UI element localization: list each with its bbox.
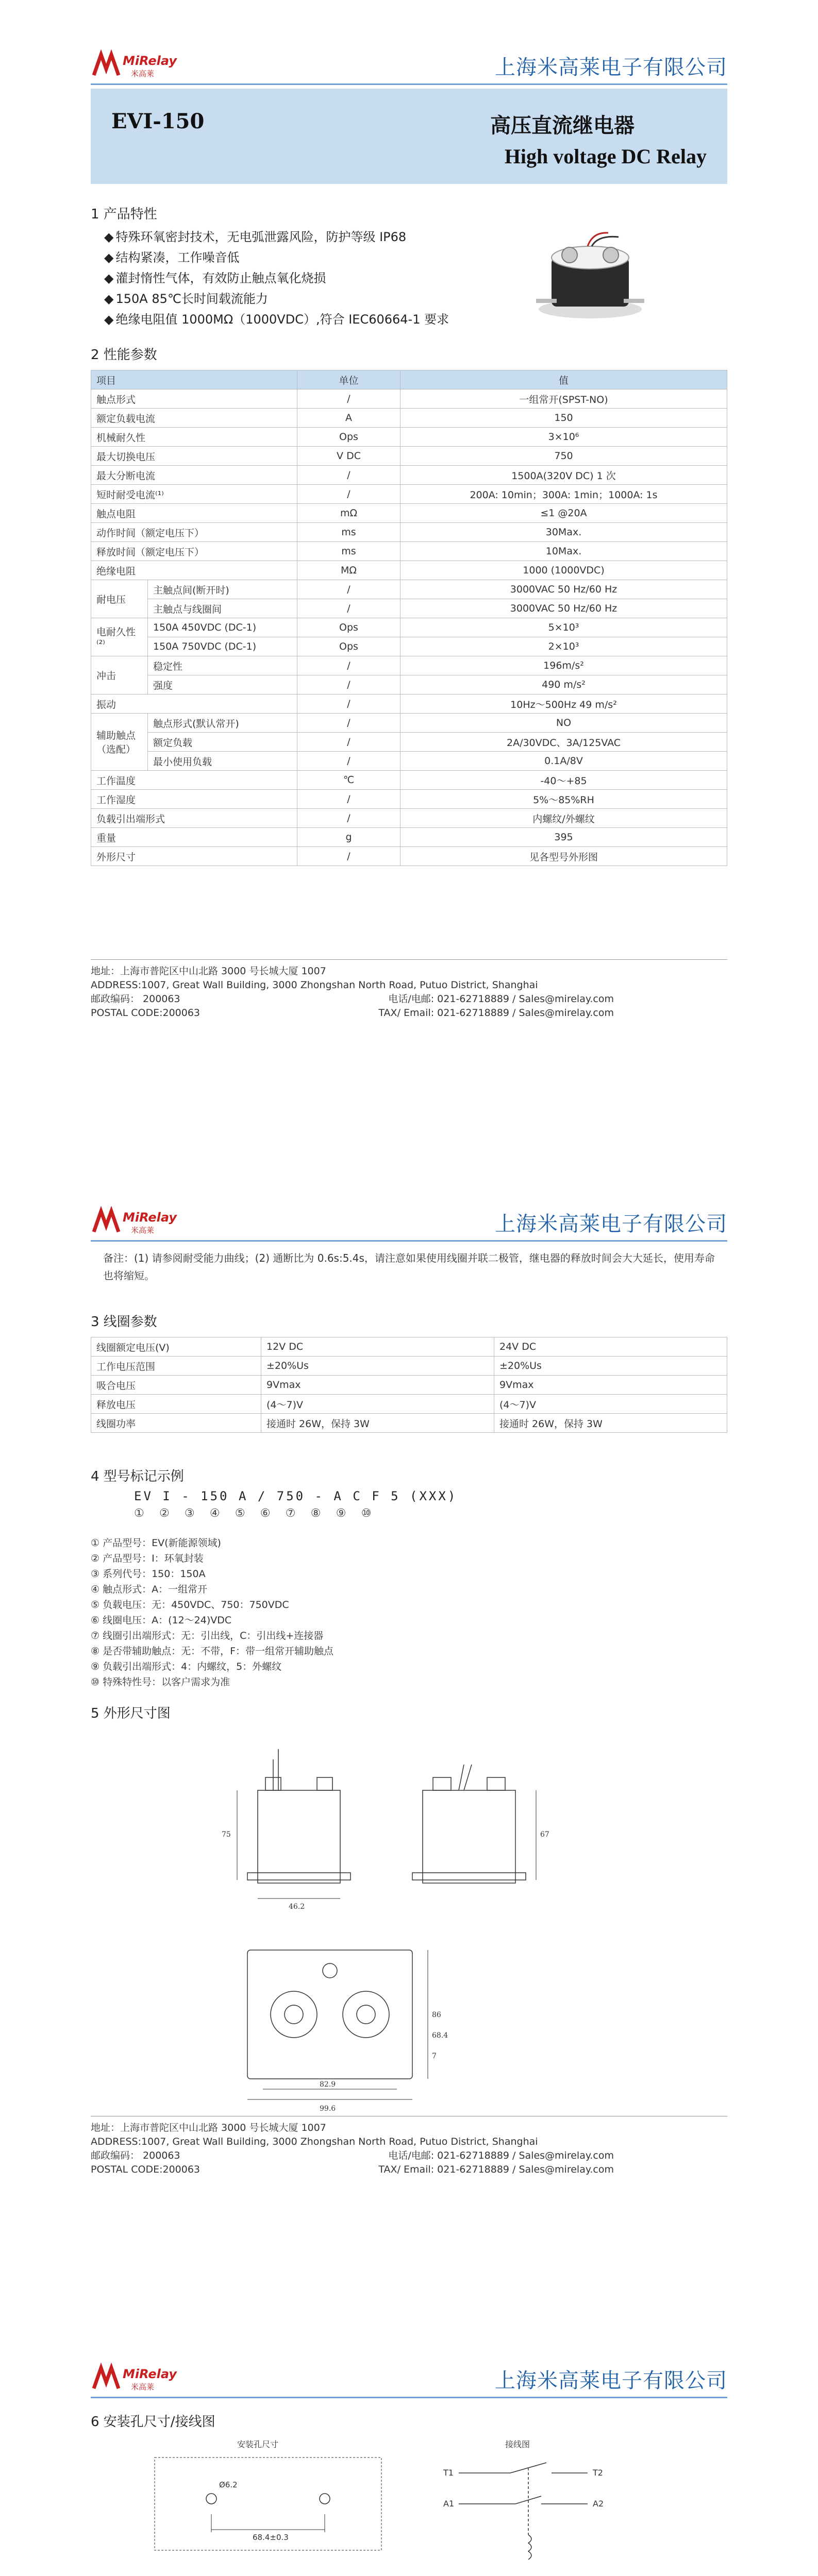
- page-header: [91, 47, 727, 85]
- table-cell: 冲击: [91, 656, 148, 694]
- table-row: [91, 694, 727, 714]
- feature-item: ◆ 特殊环氧密封技术，无电弧泄露风险，防护等级 IP68: [104, 227, 449, 247]
- footer-address: [91, 964, 727, 1020]
- svg-text:米高莱: 米高莱: [131, 2382, 155, 2392]
- table-cell: 200A: 10min；300A: 1min；1000A: 1s: [400, 485, 727, 504]
- table-cell: 3000VAC 50 Hz/60 Hz: [400, 599, 727, 618]
- table-cell: ±20%Us: [261, 1357, 494, 1376]
- table-cell: 强度: [148, 675, 297, 694]
- mounting-hole-diagram: [149, 2437, 387, 2557]
- table-row: [91, 714, 727, 733]
- wiring-diagram: [423, 2437, 639, 2573]
- table-cell: 30Max.: [400, 523, 727, 542]
- relay-product-photo: [531, 227, 649, 327]
- column-header: 项目: [91, 370, 297, 389]
- table-cell: 机械耐久性: [91, 428, 297, 447]
- table-cell: 1500A(320V DC) 1 次: [400, 466, 727, 485]
- table-cell: 0.1A/8V: [400, 752, 727, 771]
- terminal-label: T2: [593, 2468, 603, 2478]
- svg-text:米高莱: 米高莱: [131, 1226, 155, 1235]
- svg-text:MiRelay: MiRelay: [123, 54, 177, 68]
- table-row: [91, 428, 727, 447]
- table-header-row: [91, 370, 727, 389]
- page-header: [91, 1204, 727, 1242]
- table-cell: 额定负载: [148, 733, 297, 752]
- page-1: [0, 0, 818, 1157]
- wiring-label: 接线图: [505, 2439, 530, 2449]
- table-cell: /: [297, 485, 400, 504]
- mount-label: 安装孔尺寸: [237, 2439, 279, 2449]
- table-cell: 490 m/s²: [400, 675, 727, 694]
- model-number: EVI-150: [111, 109, 205, 133]
- features-heading: 1 产品特性: [91, 207, 157, 222]
- table-cell: 5%～85%RH: [400, 790, 727, 809]
- table-cell: 12V DC: [261, 1337, 494, 1357]
- table-cell: 电耐久性⁽²⁾: [91, 618, 148, 656]
- table-cell: 释放时间（额定电压下）: [91, 542, 297, 561]
- feature-item: ◆ 结构紧凑，工作噪音低: [104, 247, 449, 268]
- dim-label: 99.6: [320, 2105, 336, 2113]
- table-cell: 触点形式: [91, 389, 297, 409]
- table-cell: /: [297, 733, 400, 752]
- table-cell: /: [297, 809, 400, 828]
- table-cell: /: [297, 847, 400, 866]
- terminal-label: A1: [443, 2499, 455, 2509]
- dim-label: 67: [540, 1831, 549, 1839]
- table-cell: 稳定性: [148, 656, 297, 675]
- table-cell: /: [297, 389, 400, 409]
- dim-label: 68.4: [432, 2031, 448, 2040]
- table-cell: 振动: [91, 694, 297, 714]
- table-cell: ms: [297, 523, 400, 542]
- terminal-label: A2: [593, 2499, 604, 2509]
- zip-cn: 邮政编码： 200063: [91, 993, 180, 1005]
- model-code-heading: 4 型号标记示例: [91, 1469, 184, 1484]
- zip-en: POSTAL CODE:200063: [91, 1007, 201, 1019]
- table-row: [91, 523, 727, 542]
- outline-drawing: [216, 1728, 577, 2122]
- table-cell: ≤1 @20A: [400, 504, 727, 523]
- table-cell: 150: [400, 409, 727, 428]
- table-cell: 负载引出端形式: [91, 809, 297, 828]
- table-cell: 接通时 26W，保持 3W: [494, 1414, 727, 1433]
- table-cell: 2A/30VDC、3A/125VAC: [400, 733, 727, 752]
- table-cell: ±20%Us: [494, 1357, 727, 1376]
- table-row: [91, 389, 727, 409]
- table-cell: 5×10³: [400, 618, 727, 637]
- dim-label: 82.9: [320, 2080, 336, 2089]
- legend-item: ⑧ 是否带辅助触点：无：不带，F：带一组常开辅助触点: [91, 1646, 334, 1657]
- footer-address: [91, 2121, 727, 2177]
- legend-item: ③ 系列代号：150：150A: [91, 1568, 206, 1580]
- table-cell: 9Vmax: [261, 1376, 494, 1395]
- coil-heading: 3 线圈参数: [91, 1314, 157, 1330]
- footer-divider: [91, 959, 727, 960]
- table-row: [91, 637, 727, 656]
- address-cn: 地址：上海市普陀区中山北路 3000 号长城大厦 1007: [91, 2122, 326, 2133]
- table-cell: 10Hz～500Hz 49 m/s²: [400, 694, 727, 714]
- table-cell: /: [297, 599, 400, 618]
- zip-cn: 邮政编码： 200063: [91, 2150, 180, 2161]
- table-cell: (4～7)V: [494, 1395, 727, 1414]
- table-row: [91, 599, 727, 618]
- table-cell: /: [297, 675, 400, 694]
- table-row: [91, 1414, 727, 1433]
- table-row: [91, 1376, 727, 1395]
- legend-item: ④ 触点形式：A：一组常开: [91, 1584, 208, 1595]
- table-cell: 150A 450VDC (DC-1): [148, 618, 297, 637]
- table-row: [91, 1337, 727, 1357]
- table-row: [91, 447, 727, 466]
- table-cell: V DC: [297, 447, 400, 466]
- table-cell: 最小使用负载: [148, 752, 297, 771]
- table-cell: 外形尺寸: [91, 847, 297, 866]
- table-row: [91, 847, 727, 866]
- model-code: EV I - 150 A / 750 - A C F 5 (XXX): [134, 1489, 458, 1503]
- table-cell: 最大切换电压: [91, 447, 297, 466]
- table-cell: 主触点与线圈间: [148, 599, 297, 618]
- company-logo: [91, 2363, 199, 2394]
- table-cell: -40～+85: [400, 771, 727, 790]
- table-cell: 吸合电压: [91, 1376, 261, 1395]
- legend-item: ⑤ 负载电压：无：450VDC、750：750VDC: [91, 1599, 289, 1611]
- table-row: [91, 828, 727, 847]
- table-cell: /: [297, 714, 400, 733]
- coil-table: [91, 1337, 727, 1433]
- table-row: [91, 656, 727, 675]
- table-cell: 线圈功率: [91, 1414, 261, 1433]
- table-cell: 触点电阻: [91, 504, 297, 523]
- mount-heading: 6 安装孔尺寸/接线图: [91, 2414, 215, 2430]
- table-cell: 耐电压: [91, 580, 148, 618]
- company-name: 上海米高莱电子有限公司: [495, 56, 727, 79]
- table-cell: 线圈额定电压(V): [91, 1337, 261, 1357]
- table-cell: 工作电压范围: [91, 1357, 261, 1376]
- table-cell: 重量: [91, 828, 297, 847]
- table-cell: 1000 (1000VDC): [400, 561, 727, 580]
- table-cell: 3000VAC 50 Hz/60 Hz: [400, 580, 727, 599]
- table-row: [91, 618, 727, 637]
- table-cell: 最大分断电流: [91, 466, 297, 485]
- column-header: 单位: [297, 370, 400, 389]
- dim-label: 7: [432, 2052, 437, 2060]
- legend-item: ⑨ 负载引出端形式：4：内螺纹，5：外螺纹: [91, 1661, 282, 1672]
- table-cell: (4～7)V: [261, 1395, 494, 1414]
- performance-heading: 2 性能参数: [91, 347, 157, 363]
- page-2: [0, 1157, 818, 2313]
- table-row: [91, 752, 727, 771]
- svg-text:MiRelay: MiRelay: [123, 2367, 177, 2381]
- table-cell: /: [297, 466, 400, 485]
- table-cell: 一组常开(SPST-NO): [400, 389, 727, 409]
- svg-text:MiRelay: MiRelay: [123, 1210, 177, 1225]
- table-cell: 辅助触点（选配）: [91, 714, 148, 771]
- dim-label: 75: [222, 1831, 231, 1839]
- outline-heading: 5 外形尺寸图: [91, 1706, 171, 1721]
- table-cell: ℃: [297, 771, 400, 790]
- table-cell: Ops: [297, 428, 400, 447]
- table-cell: 主触点间(断开时): [148, 580, 297, 599]
- table-cell: 150A 750VDC (DC-1): [148, 637, 297, 656]
- table-cell: 绝缘电阻: [91, 561, 297, 580]
- table-cell: 10Max.: [400, 542, 727, 561]
- legend-item: ⑥ 线圈电压：A：(12～24)VDC: [91, 1615, 232, 1626]
- table-cell: NO: [400, 714, 727, 733]
- table-cell: mΩ: [297, 504, 400, 523]
- legend-item: ① 产品型号：EV(新能源领域): [91, 1537, 221, 1549]
- table-row: [91, 790, 727, 809]
- legend-item: ⑩ 特殊特性号：以客户需求为准: [91, 1676, 230, 1688]
- table-cell: /: [297, 580, 400, 599]
- contact-tel: 电话/电邮: 021-62718889 / Sales@mirelay.com: [388, 2150, 614, 2161]
- table-cell: 196m/s²: [400, 656, 727, 675]
- performance-table: [91, 370, 727, 866]
- table-cell: 动作时间（额定电压下）: [91, 523, 297, 542]
- product-name-cn: 高压直流继电器: [490, 113, 635, 138]
- table-cell: 额定负载电流: [91, 409, 297, 428]
- table-row: [91, 675, 727, 694]
- table-cell: 2×10³: [400, 637, 727, 656]
- page-header: [91, 2361, 727, 2398]
- product-name-en: High voltage DC Relay: [504, 145, 707, 168]
- dim-label: 86: [432, 2011, 441, 2019]
- table-cell: 工作温度: [91, 771, 297, 790]
- company-name: 上海米高莱电子有限公司: [495, 1212, 727, 1236]
- table-cell: 释放电压: [91, 1395, 261, 1414]
- contact-tax: TAX/ Email: 021-62718889 / Sales@mirelay.com: [378, 1007, 614, 1019]
- page-3: [0, 2313, 818, 2576]
- zip-en: POSTAL CODE:200063: [91, 2164, 201, 2175]
- table-cell: 工作湿度: [91, 790, 297, 809]
- address-en: ADDRESS:1007, Great Wall Building, 3000 Zhongshan North Road, Putuo District, Shanghai: [91, 2136, 538, 2147]
- table-row: [91, 409, 727, 428]
- table-cell: /: [297, 752, 400, 771]
- dim-label: 46.2: [289, 1903, 305, 1911]
- table-row: [91, 771, 727, 790]
- svg-text:米高莱: 米高莱: [131, 69, 155, 78]
- contact-tel: 电话/电邮: 021-62718889 / Sales@mirelay.com: [388, 993, 614, 1005]
- table-row: [91, 809, 727, 828]
- table-row: [91, 542, 727, 561]
- legend-item: ② 产品型号：I：环氧封装: [91, 1553, 204, 1564]
- dim-label: 68.4±0.3: [253, 2533, 289, 2542]
- table-cell: /: [297, 694, 400, 714]
- table-cell: /: [297, 790, 400, 809]
- table-cell: 24V DC: [494, 1337, 727, 1357]
- table-cell: ms: [297, 542, 400, 561]
- feature-item: ◆ 150A 85℃长时间载流能力: [104, 289, 449, 309]
- legend-item: ⑦ 线圈引出端形式：无：引出线，C：引出线+连接器: [91, 1630, 324, 1641]
- table-cell: 触点形式(默认常开): [148, 714, 297, 733]
- table-row: [91, 504, 727, 523]
- table-cell: Ops: [297, 637, 400, 656]
- table-cell: 3×10⁶: [400, 428, 727, 447]
- performance-note: 备注：(1) 请参阅耐受能力曲线；(2) 通断比为 0.6s:5.4s，请注意如果使用线圈并联二极管，继电器的释放时间会大大延长，使用寿命也将缩短。: [103, 1252, 715, 1282]
- table-cell: 750: [400, 447, 727, 466]
- table-row: [91, 485, 727, 504]
- company-name: 上海米高莱电子有限公司: [495, 2369, 727, 2393]
- contact-tax: TAX/ Email: 021-62718889 / Sales@mirelay.com: [378, 2164, 614, 2175]
- table-row: [91, 1357, 727, 1376]
- table-cell: 内螺纹/外螺纹: [400, 809, 727, 828]
- table-row: [91, 580, 727, 599]
- dim-label: Ø6.2: [219, 2480, 238, 2489]
- company-logo: [91, 1206, 199, 1237]
- table-cell: /: [297, 656, 400, 675]
- table-cell: MΩ: [297, 561, 400, 580]
- terminal-label: T1: [443, 2468, 454, 2478]
- address-en: ADDRESS:1007, Great Wall Building, 3000 Zhongshan North Road, Putuo District, Shanghai: [91, 979, 538, 991]
- features-list: [104, 227, 449, 330]
- company-logo: [91, 49, 199, 80]
- model-code-positions: ① ② ③ ④ ⑤ ⑥ ⑦ ⑧ ⑨ ⑩: [134, 1507, 376, 1520]
- feature-item: ◆ 绝缘电阻值 1000MΩ（1000VDC）,符合 IEC60664-1 要求: [104, 309, 449, 330]
- title-band: [91, 89, 727, 184]
- table-cell: 接通时 26W，保持 3W: [261, 1414, 494, 1433]
- table-row: [91, 1395, 727, 1414]
- table-cell: 短时耐受电流⁽¹⁾: [91, 485, 297, 504]
- table-row: [91, 561, 727, 580]
- model-code-legend: [91, 1535, 333, 1690]
- table-row: [91, 733, 727, 752]
- table-cell: 9Vmax: [494, 1376, 727, 1395]
- table-cell: 395: [400, 828, 727, 847]
- table-row: [91, 466, 727, 485]
- column-header: 值: [400, 370, 727, 389]
- table-cell: g: [297, 828, 400, 847]
- feature-item: ◆ 灌封惰性气体，有效防止触点氧化烧损: [104, 268, 449, 289]
- table-cell: 见各型号外形图: [400, 847, 727, 866]
- table-cell: Ops: [297, 618, 400, 637]
- table-cell: A: [297, 409, 400, 428]
- address-cn: 地址：上海市普陀区中山北路 3000 号长城大厦 1007: [91, 965, 326, 977]
